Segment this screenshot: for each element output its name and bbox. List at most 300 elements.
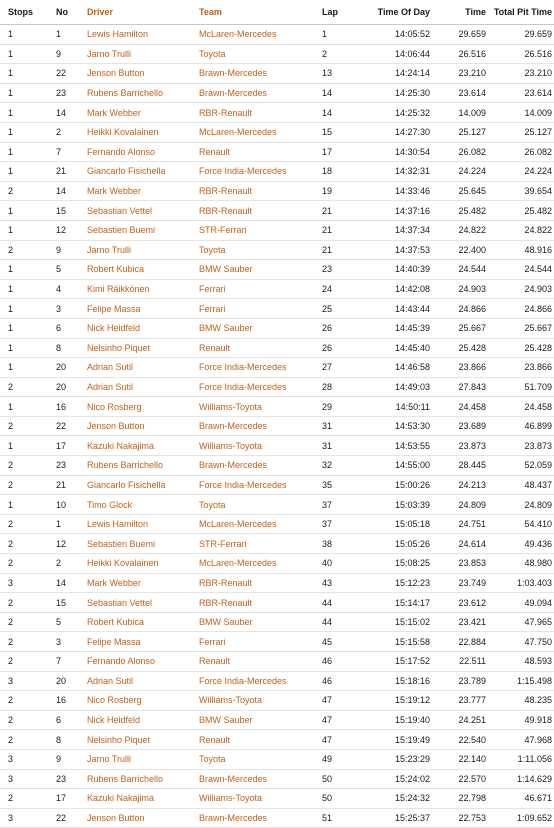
cell-team[interactable]: Renault bbox=[199, 652, 320, 672]
cell-stops: 2 bbox=[0, 416, 56, 436]
cell-lap: 31 bbox=[320, 436, 350, 456]
cell-time-of-day: 14:24:14 bbox=[350, 64, 430, 84]
cell-stops: 2 bbox=[0, 240, 56, 260]
table-row bbox=[0, 279, 554, 299]
cell-team[interactable]: Brawn-Mercedes bbox=[199, 769, 320, 789]
cell-team[interactable]: Force India-Mercedes bbox=[199, 671, 320, 691]
cell-team[interactable]: BMW Sauber bbox=[199, 260, 320, 280]
cell-time: 26.082 bbox=[430, 142, 486, 162]
table-row bbox=[0, 338, 554, 358]
cell-time: 23.749 bbox=[430, 573, 486, 593]
cell-driver[interactable]: Nico Rosberg bbox=[87, 397, 199, 417]
cell-total-pit-time: 25.667 bbox=[486, 318, 554, 338]
cell-total-pit-time: 54.410 bbox=[486, 514, 554, 534]
cell-driver[interactable]: Robert Kubica bbox=[87, 612, 199, 632]
cell-team[interactable]: Ferrari bbox=[199, 299, 320, 319]
cell-lap: 32 bbox=[320, 456, 350, 476]
cell-lap: 46 bbox=[320, 671, 350, 691]
cell-team[interactable]: Renault bbox=[199, 142, 320, 162]
cell-stops: 1 bbox=[0, 318, 56, 338]
cell-time-of-day: 14:42:08 bbox=[350, 279, 430, 299]
cell-driver[interactable]: Fernando Alonso bbox=[87, 652, 199, 672]
table-row bbox=[0, 456, 554, 476]
cell-lap: 40 bbox=[320, 554, 350, 574]
cell-stops: 1 bbox=[0, 279, 56, 299]
cell-driver[interactable]: Jarno Trulli bbox=[87, 44, 199, 64]
cell-number: 15 bbox=[56, 201, 87, 221]
cell-time-of-day: 15:24:32 bbox=[350, 789, 430, 809]
table-row bbox=[0, 103, 554, 123]
cell-team[interactable]: Force India-Mercedes bbox=[199, 475, 320, 495]
cell-team[interactable]: Ferrari bbox=[199, 632, 320, 652]
cell-time-of-day: 14:33:46 bbox=[350, 181, 430, 201]
cell-total-pit-time: 47.965 bbox=[486, 612, 554, 632]
cell-driver[interactable]: Adrian Sutil bbox=[87, 377, 199, 397]
cell-lap: 21 bbox=[320, 240, 350, 260]
cell-total-pit-time: 23.873 bbox=[486, 436, 554, 456]
cell-time-of-day: 15:15:02 bbox=[350, 612, 430, 632]
cell-stops: 1 bbox=[0, 397, 56, 417]
cell-lap: 46 bbox=[320, 652, 350, 672]
cell-stops: 2 bbox=[0, 789, 56, 809]
cell-total-pit-time: 1:03.403 bbox=[486, 573, 554, 593]
cell-total-pit-time: 48.980 bbox=[486, 554, 554, 574]
cell-stops: 2 bbox=[0, 593, 56, 613]
cell-lap: 50 bbox=[320, 789, 350, 809]
cell-number: 12 bbox=[56, 220, 87, 240]
cell-number: 21 bbox=[56, 475, 87, 495]
cell-total-pit-time: 26.516 bbox=[486, 44, 554, 64]
cell-time-of-day: 15:23:29 bbox=[350, 749, 430, 769]
cell-total-pit-time: 48.235 bbox=[486, 691, 554, 711]
cell-time: 22.753 bbox=[430, 808, 486, 828]
table-row bbox=[0, 573, 554, 593]
cell-driver[interactable]: Adrian Sutil bbox=[87, 358, 199, 378]
cell-stops: 2 bbox=[0, 730, 56, 750]
cell-number: 17 bbox=[56, 789, 87, 809]
cell-number: 14 bbox=[56, 103, 87, 123]
cell-number: 9 bbox=[56, 240, 87, 260]
cell-driver[interactable]: Jenson Button bbox=[87, 416, 199, 436]
table-row bbox=[0, 25, 554, 45]
table-row bbox=[0, 64, 554, 84]
cell-stops: 1 bbox=[0, 201, 56, 221]
cell-team[interactable]: Ferrari bbox=[199, 279, 320, 299]
cell-time: 26.516 bbox=[430, 44, 486, 64]
column-header-stops: Stops bbox=[0, 0, 56, 25]
cell-total-pit-time: 24.809 bbox=[486, 495, 554, 515]
table-row bbox=[0, 162, 554, 182]
cell-lap: 1 bbox=[320, 25, 350, 45]
cell-total-pit-time: 24.544 bbox=[486, 260, 554, 280]
cell-team[interactable]: Toyota bbox=[199, 749, 320, 769]
cell-team[interactable]: McLaren-Mercedes bbox=[199, 554, 320, 574]
cell-lap: 14 bbox=[320, 103, 350, 123]
cell-stops: 1 bbox=[0, 162, 56, 182]
table-row bbox=[0, 240, 554, 260]
cell-total-pit-time: 52.059 bbox=[486, 456, 554, 476]
cell-stops: 2 bbox=[0, 514, 56, 534]
cell-total-pit-time: 23.614 bbox=[486, 83, 554, 103]
cell-total-pit-time: 47.750 bbox=[486, 632, 554, 652]
cell-time-of-day: 14:30:54 bbox=[350, 142, 430, 162]
table-row bbox=[0, 142, 554, 162]
cell-time-of-day: 15:25:37 bbox=[350, 808, 430, 828]
cell-lap: 15 bbox=[320, 122, 350, 142]
cell-team[interactable]: Williams-Toyota bbox=[199, 789, 320, 809]
cell-team[interactable]: Brawn-Mercedes bbox=[199, 64, 320, 84]
cell-stops: 2 bbox=[0, 554, 56, 574]
table-row bbox=[0, 416, 554, 436]
cell-stops: 2 bbox=[0, 632, 56, 652]
table-row bbox=[0, 436, 554, 456]
cell-number: 9 bbox=[56, 44, 87, 64]
cell-lap: 28 bbox=[320, 377, 350, 397]
cell-number: 20 bbox=[56, 671, 87, 691]
cell-team[interactable]: Williams-Toyota bbox=[199, 436, 320, 456]
cell-number: 4 bbox=[56, 279, 87, 299]
cell-team[interactable]: Force India-Mercedes bbox=[199, 162, 320, 182]
cell-number: 3 bbox=[56, 299, 87, 319]
cell-team[interactable]: BMW Sauber bbox=[199, 612, 320, 632]
cell-number: 8 bbox=[56, 338, 87, 358]
cell-time-of-day: 14:06:44 bbox=[350, 44, 430, 64]
cell-team[interactable]: Williams-Toyota bbox=[199, 691, 320, 711]
cell-time: 24.866 bbox=[430, 299, 486, 319]
cell-total-pit-time: 24.822 bbox=[486, 220, 554, 240]
cell-driver[interactable]: Heikki Kovalainen bbox=[87, 554, 199, 574]
cell-team[interactable]: Brawn-Mercedes bbox=[199, 456, 320, 476]
cell-total-pit-time: 48.437 bbox=[486, 475, 554, 495]
cell-driver[interactable]: Lewis Hamilton bbox=[87, 25, 199, 45]
column-header-lap: Lap bbox=[320, 0, 350, 25]
cell-lap: 23 bbox=[320, 260, 350, 280]
cell-total-pit-time: 24.866 bbox=[486, 299, 554, 319]
cell-stops: 1 bbox=[0, 495, 56, 515]
cell-time-of-day: 14:53:55 bbox=[350, 436, 430, 456]
cell-time-of-day: 15:00:26 bbox=[350, 475, 430, 495]
cell-time: 23.789 bbox=[430, 671, 486, 691]
cell-total-pit-time: 48.593 bbox=[486, 652, 554, 672]
cell-team[interactable]: RBR-Renault bbox=[199, 573, 320, 593]
cell-number: 16 bbox=[56, 397, 87, 417]
cell-lap: 37 bbox=[320, 514, 350, 534]
cell-driver[interactable]: Nick Heidfeld bbox=[87, 710, 199, 730]
cell-driver[interactable]: Heikki Kovalainen bbox=[87, 122, 199, 142]
cell-driver[interactable]: Sebastian Vettel bbox=[87, 593, 199, 613]
cell-time: 25.645 bbox=[430, 181, 486, 201]
cell-time: 24.458 bbox=[430, 397, 486, 417]
cell-team[interactable]: STR-Ferrari bbox=[199, 220, 320, 240]
cell-team[interactable]: Williams-Toyota bbox=[199, 397, 320, 417]
cell-team[interactable]: Brawn-Mercedes bbox=[199, 416, 320, 436]
cell-team[interactable]: BMW Sauber bbox=[199, 710, 320, 730]
table-header bbox=[0, 0, 554, 25]
table-row bbox=[0, 612, 554, 632]
cell-driver[interactable]: Giancarlo Fisichella bbox=[87, 162, 199, 182]
cell-driver[interactable]: Nick Heidfeld bbox=[87, 318, 199, 338]
cell-driver[interactable]: Jarno Trulli bbox=[87, 749, 199, 769]
cell-team[interactable]: RBR-Renault bbox=[199, 181, 320, 201]
cell-driver[interactable]: Kazuki Nakajima bbox=[87, 436, 199, 456]
cell-number: 21 bbox=[56, 162, 87, 182]
cell-total-pit-time: 14.009 bbox=[486, 103, 554, 123]
cell-number: 1 bbox=[56, 25, 87, 45]
cell-total-pit-time: 39.654 bbox=[486, 181, 554, 201]
table-row bbox=[0, 260, 554, 280]
cell-team[interactable]: McLaren-Mercedes bbox=[199, 122, 320, 142]
cell-driver[interactable]: Jarno Trulli bbox=[87, 240, 199, 260]
cell-lap: 29 bbox=[320, 397, 350, 417]
cell-driver[interactable]: Robert Kubica bbox=[87, 260, 199, 280]
table-row bbox=[0, 749, 554, 769]
cell-driver[interactable]: Mark Webber bbox=[87, 181, 199, 201]
cell-time-of-day: 14:25:30 bbox=[350, 83, 430, 103]
cell-number: 22 bbox=[56, 808, 87, 828]
cell-stops: 3 bbox=[0, 671, 56, 691]
cell-team[interactable]: McLaren-Mercedes bbox=[199, 514, 320, 534]
cell-time-of-day: 14:37:34 bbox=[350, 220, 430, 240]
cell-number: 23 bbox=[56, 83, 87, 103]
cell-team[interactable]: Brawn-Mercedes bbox=[199, 83, 320, 103]
table-row bbox=[0, 495, 554, 515]
cell-stops: 1 bbox=[0, 83, 56, 103]
cell-number: 23 bbox=[56, 769, 87, 789]
cell-driver[interactable]: Sebastian Vettel bbox=[87, 201, 199, 221]
cell-team[interactable]: RBR-Renault bbox=[199, 201, 320, 221]
cell-time: 14.009 bbox=[430, 103, 486, 123]
cell-time-of-day: 14:37:16 bbox=[350, 201, 430, 221]
cell-number: 9 bbox=[56, 749, 87, 769]
column-header-driver: Driver bbox=[87, 0, 199, 25]
cell-time-of-day: 14:25:32 bbox=[350, 103, 430, 123]
table-body bbox=[0, 25, 554, 828]
cell-time: 25.127 bbox=[430, 122, 486, 142]
cell-stops: 1 bbox=[0, 103, 56, 123]
cell-time: 22.570 bbox=[430, 769, 486, 789]
cell-time: 23.777 bbox=[430, 691, 486, 711]
cell-time: 23.853 bbox=[430, 554, 486, 574]
table-row bbox=[0, 44, 554, 64]
table-row bbox=[0, 83, 554, 103]
cell-driver[interactable]: Sebastien Buemi bbox=[87, 220, 199, 240]
cell-driver[interactable]: Mark Webber bbox=[87, 103, 199, 123]
cell-lap: 14 bbox=[320, 83, 350, 103]
cell-time: 27.843 bbox=[430, 377, 486, 397]
cell-time: 29.659 bbox=[430, 25, 486, 45]
cell-time-of-day: 14:55:00 bbox=[350, 456, 430, 476]
cell-driver[interactable]: Timo Glock bbox=[87, 495, 199, 515]
cell-time: 24.903 bbox=[430, 279, 486, 299]
cell-lap: 47 bbox=[320, 691, 350, 711]
cell-lap: 25 bbox=[320, 299, 350, 319]
cell-driver[interactable]: Nelsinho Piquet bbox=[87, 730, 199, 750]
cell-driver[interactable]: Giancarlo Fisichella bbox=[87, 475, 199, 495]
cell-total-pit-time: 49.094 bbox=[486, 593, 554, 613]
column-header-time: Time bbox=[430, 0, 486, 25]
cell-time: 24.213 bbox=[430, 475, 486, 495]
cell-lap: 26 bbox=[320, 338, 350, 358]
cell-total-pit-time: 23.866 bbox=[486, 358, 554, 378]
cell-stops: 2 bbox=[0, 710, 56, 730]
cell-number: 16 bbox=[56, 691, 87, 711]
cell-lap: 21 bbox=[320, 220, 350, 240]
cell-total-pit-time: 49.918 bbox=[486, 710, 554, 730]
cell-time: 24.544 bbox=[430, 260, 486, 280]
cell-number: 20 bbox=[56, 358, 87, 378]
table-row bbox=[0, 318, 554, 338]
cell-lap: 18 bbox=[320, 162, 350, 182]
column-header-number: No bbox=[56, 0, 87, 25]
table-row bbox=[0, 534, 554, 554]
cell-stops: 2 bbox=[0, 652, 56, 672]
cell-driver[interactable]: Mark Webber bbox=[87, 573, 199, 593]
cell-driver[interactable]: Felipe Massa bbox=[87, 632, 199, 652]
table-row bbox=[0, 181, 554, 201]
table-row bbox=[0, 220, 554, 240]
cell-time: 23.689 bbox=[430, 416, 486, 436]
cell-team[interactable]: Force India-Mercedes bbox=[199, 377, 320, 397]
cell-stops: 2 bbox=[0, 691, 56, 711]
table-row bbox=[0, 789, 554, 809]
cell-time: 22.798 bbox=[430, 789, 486, 809]
cell-time: 22.400 bbox=[430, 240, 486, 260]
cell-driver[interactable]: Adrian Sutil bbox=[87, 671, 199, 691]
cell-time-of-day: 15:03:39 bbox=[350, 495, 430, 515]
cell-time: 22.511 bbox=[430, 652, 486, 672]
table-row bbox=[0, 593, 554, 613]
cell-time-of-day: 14:43:44 bbox=[350, 299, 430, 319]
cell-time: 24.822 bbox=[430, 220, 486, 240]
cell-team[interactable]: Brawn-Mercedes bbox=[199, 808, 320, 828]
cell-time-of-day: 14:49:03 bbox=[350, 377, 430, 397]
cell-team[interactable]: Toyota bbox=[199, 240, 320, 260]
table-row bbox=[0, 808, 554, 828]
cell-driver[interactable]: Nico Rosberg bbox=[87, 691, 199, 711]
cell-driver[interactable]: Rubens Barrichello bbox=[87, 83, 199, 103]
cell-time: 23.421 bbox=[430, 612, 486, 632]
column-header-team: Team bbox=[199, 0, 320, 25]
cell-team[interactable]: RBR-Renault bbox=[199, 593, 320, 613]
cell-time-of-day: 15:19:49 bbox=[350, 730, 430, 750]
cell-total-pit-time: 51.709 bbox=[486, 377, 554, 397]
cell-lap: 38 bbox=[320, 534, 350, 554]
cell-driver[interactable]: Rubens Barrichello bbox=[87, 769, 199, 789]
cell-total-pit-time: 46.671 bbox=[486, 789, 554, 809]
cell-number: 23 bbox=[56, 456, 87, 476]
cell-number: 2 bbox=[56, 122, 87, 142]
cell-team[interactable]: BMW Sauber bbox=[199, 318, 320, 338]
cell-team[interactable]: RBR-Renault bbox=[199, 103, 320, 123]
cell-time: 24.224 bbox=[430, 162, 486, 182]
cell-driver[interactable]: Kazuki Nakajima bbox=[87, 789, 199, 809]
cell-total-pit-time: 24.458 bbox=[486, 397, 554, 417]
cell-stops: 2 bbox=[0, 612, 56, 632]
cell-time-of-day: 15:24:02 bbox=[350, 769, 430, 789]
table-row bbox=[0, 514, 554, 534]
cell-lap: 51 bbox=[320, 808, 350, 828]
cell-time-of-day: 14:32:31 bbox=[350, 162, 430, 182]
cell-lap: 45 bbox=[320, 632, 350, 652]
cell-lap: 21 bbox=[320, 201, 350, 221]
cell-lap: 2 bbox=[320, 44, 350, 64]
cell-time: 23.866 bbox=[430, 358, 486, 378]
cell-driver[interactable]: Lewis Hamilton bbox=[87, 514, 199, 534]
cell-team[interactable]: McLaren-Mercedes bbox=[199, 25, 320, 45]
table-row bbox=[0, 299, 554, 319]
table-row bbox=[0, 358, 554, 378]
cell-driver[interactable]: Jenson Button bbox=[87, 64, 199, 84]
cell-team[interactable]: Renault bbox=[199, 338, 320, 358]
cell-driver[interactable]: Fernando Alonso bbox=[87, 142, 199, 162]
cell-lap: 47 bbox=[320, 730, 350, 750]
cell-stops: 1 bbox=[0, 338, 56, 358]
cell-stops: 2 bbox=[0, 456, 56, 476]
cell-team[interactable]: Force India-Mercedes bbox=[199, 358, 320, 378]
table-row bbox=[0, 475, 554, 495]
cell-lap: 24 bbox=[320, 279, 350, 299]
cell-total-pit-time: 29.659 bbox=[486, 25, 554, 45]
cell-total-pit-time: 24.224 bbox=[486, 162, 554, 182]
cell-number: 20 bbox=[56, 377, 87, 397]
cell-driver[interactable]: Nelsinho Piquet bbox=[87, 338, 199, 358]
cell-team[interactable]: Toyota bbox=[199, 495, 320, 515]
cell-driver[interactable]: Felipe Massa bbox=[87, 299, 199, 319]
cell-number: 14 bbox=[56, 573, 87, 593]
cell-driver[interactable]: Rubens Barrichello bbox=[87, 456, 199, 476]
cell-total-pit-time: 1:11.056 bbox=[486, 749, 554, 769]
cell-driver[interactable]: Kimi Räikkönen bbox=[87, 279, 199, 299]
cell-time-of-day: 14:46:58 bbox=[350, 358, 430, 378]
cell-stops: 3 bbox=[0, 573, 56, 593]
cell-time: 24.251 bbox=[430, 710, 486, 730]
cell-stops: 3 bbox=[0, 808, 56, 828]
cell-driver[interactable]: Jenson Button bbox=[87, 808, 199, 828]
cell-lap: 27 bbox=[320, 358, 350, 378]
cell-driver[interactable]: Sebastien Buemi bbox=[87, 534, 199, 554]
cell-time-of-day: 15:19:40 bbox=[350, 710, 430, 730]
cell-total-pit-time: 23.210 bbox=[486, 64, 554, 84]
cell-time-of-day: 14:45:40 bbox=[350, 338, 430, 358]
cell-lap: 47 bbox=[320, 710, 350, 730]
cell-time-of-day: 15:14:17 bbox=[350, 593, 430, 613]
cell-number: 10 bbox=[56, 495, 87, 515]
cell-lap: 43 bbox=[320, 573, 350, 593]
cell-lap: 31 bbox=[320, 416, 350, 436]
cell-time-of-day: 14:45:39 bbox=[350, 318, 430, 338]
cell-team[interactable]: Toyota bbox=[199, 44, 320, 64]
cell-team[interactable]: STR-Ferrari bbox=[199, 534, 320, 554]
cell-team[interactable]: Renault bbox=[199, 730, 320, 750]
cell-number: 15 bbox=[56, 593, 87, 613]
cell-total-pit-time: 1:14.629 bbox=[486, 769, 554, 789]
cell-number: 22 bbox=[56, 416, 87, 436]
table-row bbox=[0, 122, 554, 142]
table-row bbox=[0, 769, 554, 789]
cell-stops: 2 bbox=[0, 181, 56, 201]
cell-total-pit-time: 26.082 bbox=[486, 142, 554, 162]
cell-time-of-day: 14:05:52 bbox=[350, 25, 430, 45]
cell-lap: 19 bbox=[320, 181, 350, 201]
table-row bbox=[0, 397, 554, 417]
cell-time-of-day: 14:40:39 bbox=[350, 260, 430, 280]
table-row bbox=[0, 377, 554, 397]
cell-time: 25.667 bbox=[430, 318, 486, 338]
cell-stops: 1 bbox=[0, 436, 56, 456]
cell-stops: 3 bbox=[0, 769, 56, 789]
cell-time: 23.612 bbox=[430, 593, 486, 613]
cell-total-pit-time: 25.127 bbox=[486, 122, 554, 142]
